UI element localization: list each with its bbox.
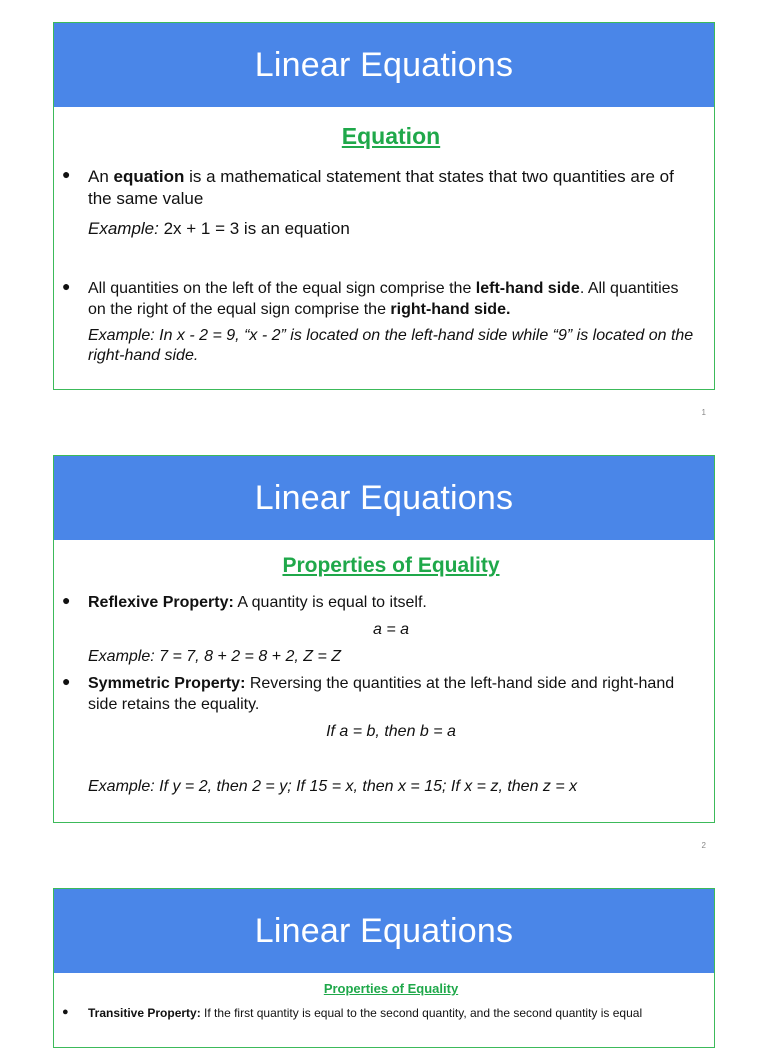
slide-header <box>54 889 714 973</box>
slide-header <box>54 23 714 107</box>
slide-title: Linear Equations <box>254 478 514 517</box>
page-number: 2 <box>701 841 706 850</box>
bullet-icon: ● <box>62 592 71 608</box>
bullet-sides-definition <box>62 278 694 366</box>
bullet-transitive-property <box>62 1006 694 1021</box>
bullet-example: Example: In x - 2 = 9, “x - 2” is located on the left-hand side while “9” is located on the right-hand side. <box>88 327 694 364</box>
bullet-example: Example: 2x + 1 = 3 is an equation <box>88 219 350 238</box>
bullet-text: All quantities on the left of the equal sign comprise the left-hand side. All quantities on the right of the equal sign comprise the right-hand side. <box>88 280 679 318</box>
slide-header <box>54 456 714 540</box>
bullet-reflexive-property <box>62 592 694 667</box>
bullet-icon: ● <box>62 166 71 182</box>
slide-subtitle: Properties of Equality <box>323 981 459 996</box>
slide-subtitle: Properties of Equality <box>282 554 500 577</box>
bullet-example: Example: If y = 2, then 2 = y; If 15 = x, then x = 15; If x = z, then z = x <box>88 778 578 795</box>
bullet-icon: ● <box>62 1006 69 1018</box>
formula: a = a <box>372 621 410 638</box>
slide-body <box>54 981 714 1021</box>
formula: If a = b, then b = a <box>326 723 456 740</box>
bullet-equation-definition <box>62 166 694 240</box>
slide-3 <box>53 888 715 1048</box>
bullet-text: Symmetric Property: Reversing the quantities at the left-hand side and right-hand side retains the equality. <box>88 675 675 713</box>
bullet-text: Transitive Property: If the first quantity is equal to the second quantity, and the second quantity is equal <box>88 1006 643 1020</box>
slide-body <box>54 554 714 797</box>
slide-title: Linear Equations <box>254 911 514 950</box>
slide-1 <box>53 22 715 390</box>
slide-body <box>54 123 714 366</box>
bullet-example: Example: 7 = 7, 8 + 2 = 8 + 2, Z = Z <box>88 648 342 665</box>
slide-title: Linear Equations <box>254 45 514 84</box>
slide-subtitle: Equation <box>341 123 441 149</box>
bullet-text: An equation is a mathematical statement that states that two quantities are of the same value <box>88 167 674 208</box>
bullet-symmetric-property <box>62 673 694 797</box>
bullet-text: Reflexive Property: A quantity is equal to itself. <box>88 594 427 611</box>
bullet-icon: ● <box>62 673 71 689</box>
page-number: 1 <box>701 408 706 417</box>
bullet-icon: ● <box>62 278 71 294</box>
slide-2 <box>53 455 715 823</box>
